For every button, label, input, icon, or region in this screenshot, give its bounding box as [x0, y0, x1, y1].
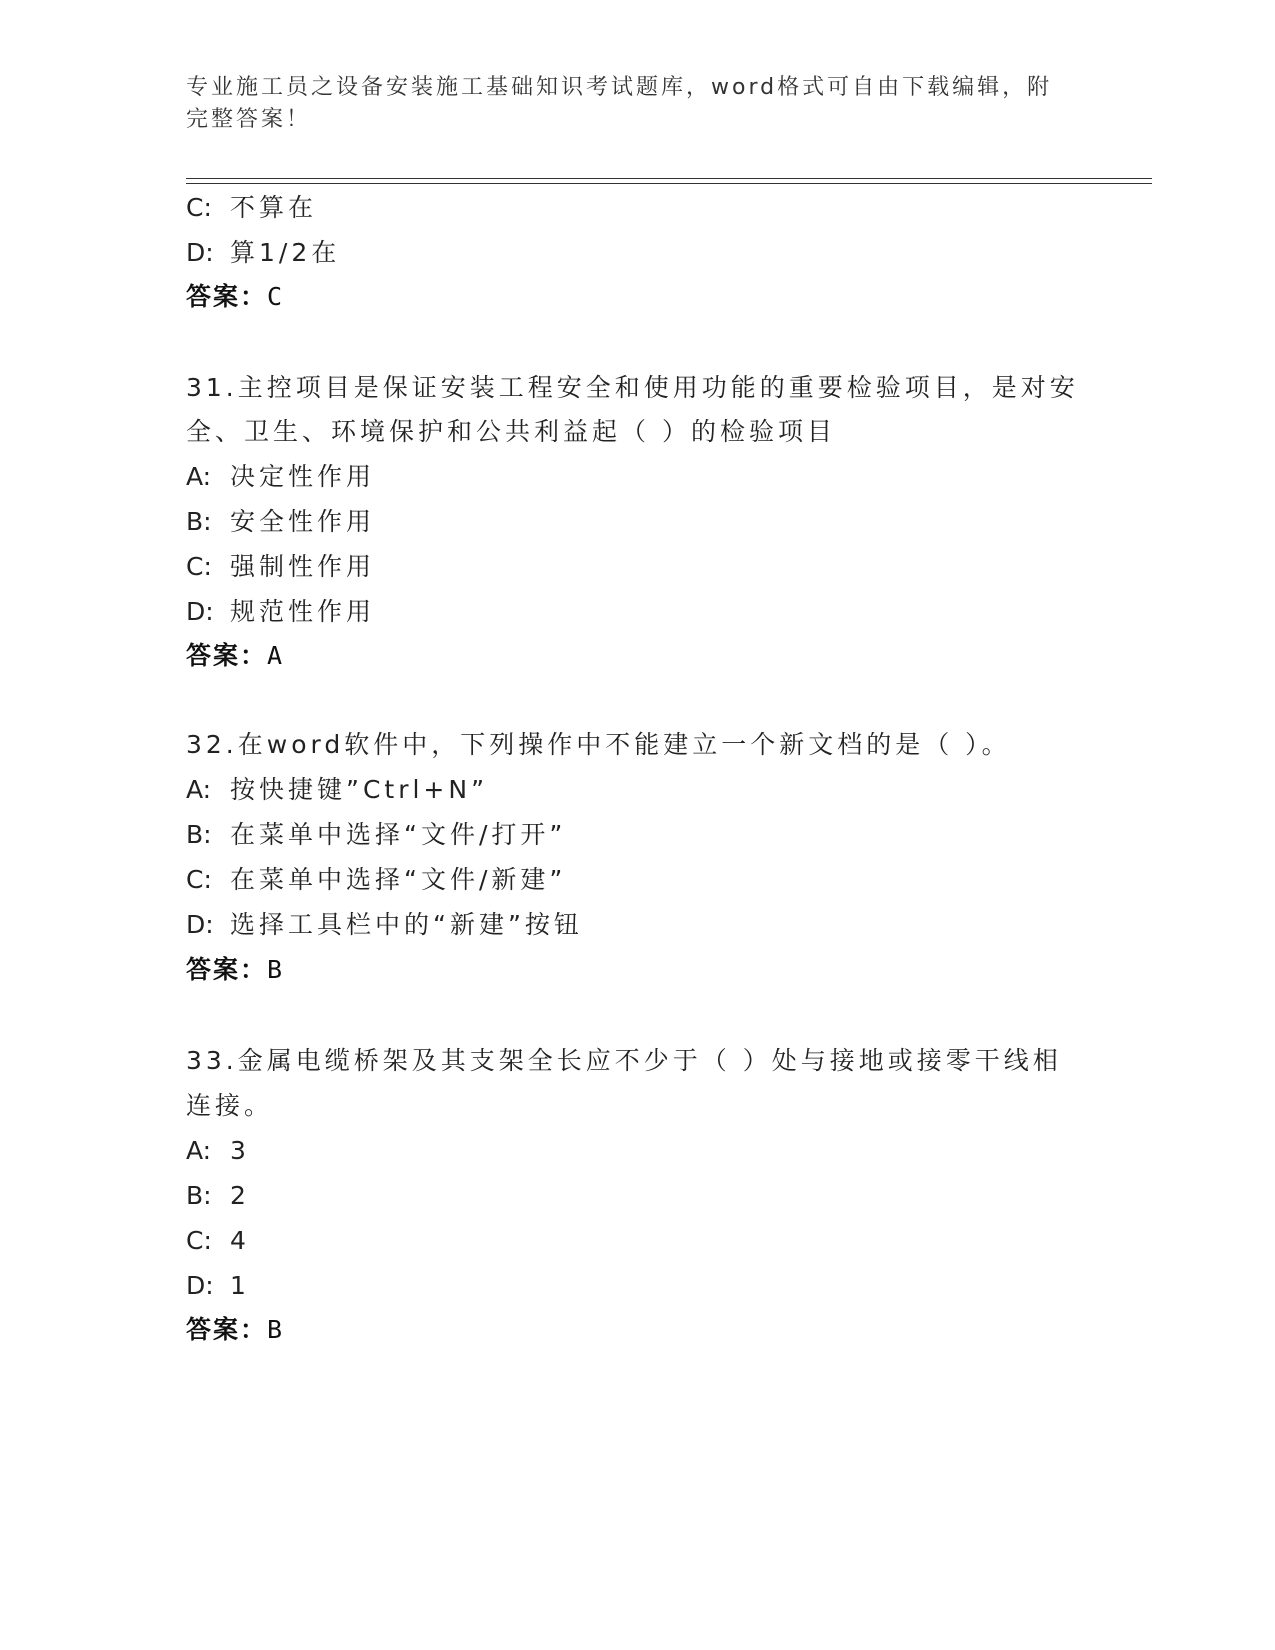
option-label: B:: [186, 1181, 212, 1210]
option-label: C:: [186, 193, 212, 222]
option-text: 不算在: [230, 193, 318, 222]
answer-value: A: [267, 641, 285, 670]
question-stem-line: 33.金属电缆桥架及其支架全长应不少于（ ）处与接地或接零干线相: [186, 1046, 1062, 1075]
option-label: A:: [186, 775, 212, 804]
option-line: [186, 192, 317, 224]
option-label: A:: [186, 462, 212, 491]
option-line: [186, 1225, 250, 1257]
option-text: 3: [230, 1136, 250, 1165]
option-text: 选择工具栏中的“新建”按钮: [230, 910, 583, 939]
option-label: A:: [186, 1136, 212, 1165]
option-text: 2: [230, 1181, 250, 1210]
option-label: D:: [186, 597, 214, 626]
answer-value: C: [267, 282, 285, 311]
answer-value: B: [267, 955, 285, 984]
option-line: [186, 819, 566, 851]
header-rule-top: [186, 178, 1152, 179]
question-stem-line: 31.主控项目是保证安装工程安全和使用功能的重要检验项目，是对安: [186, 373, 1079, 402]
question-stem-line: 连接。: [186, 1091, 274, 1120]
option-line: [186, 1180, 250, 1212]
header-title: 专业施工员之设备安装施工基础知识考试题库，word格式可自由下载编辑，附完整答案！: [186, 75, 1053, 132]
option-text: 按快捷键”Ctrl+N”: [230, 775, 489, 804]
option-line: [186, 1135, 250, 1167]
question-stem-line: 32.在word软件中，下列操作中不能建立一个新文档的是（ ）。: [186, 730, 1011, 759]
option-text: 在菜单中选择“文件/新建”: [230, 865, 567, 894]
answer-label: 答案：: [186, 955, 268, 984]
answer-line: [186, 954, 284, 986]
option-line: [186, 909, 583, 941]
option-line: [186, 461, 375, 493]
question-stem-line: 全、卫生、环境保护和公共利益起（ ）的检验项目: [186, 417, 836, 446]
option-label: B:: [186, 820, 212, 849]
answer-label: 答案：: [186, 1315, 268, 1344]
answer-value: B: [267, 1315, 285, 1344]
option-text: 决定性作用: [230, 462, 376, 491]
option-text: 强制性作用: [230, 552, 376, 581]
option-label: D:: [186, 238, 214, 267]
option-line: [186, 774, 488, 806]
option-text: 1: [230, 1271, 250, 1300]
option-line: [186, 596, 375, 628]
option-line: [186, 551, 375, 583]
document-header: [186, 72, 1066, 136]
option-label: B:: [186, 507, 212, 536]
answer-label: 答案：: [186, 641, 268, 670]
answer-line: [186, 640, 284, 672]
option-text: 安全性作用: [230, 507, 376, 536]
option-line: [186, 864, 566, 896]
option-label: C:: [186, 1226, 212, 1255]
option-line: [186, 237, 340, 269]
option-text: 在菜单中选择“文件/打开”: [230, 820, 567, 849]
answer-line: [186, 281, 284, 313]
option-line: [186, 506, 375, 538]
option-label: D:: [186, 910, 214, 939]
option-text: 规范性作用: [230, 597, 376, 626]
option-text: 算1/2在: [230, 238, 341, 267]
option-text: 4: [230, 1226, 250, 1255]
answer-label: 答案：: [186, 282, 268, 311]
option-label: C:: [186, 552, 212, 581]
header-rule-bottom: [186, 183, 1152, 184]
option-label: C:: [186, 865, 212, 894]
option-label: D:: [186, 1271, 214, 1300]
answer-line: [186, 1314, 284, 1346]
option-line: [186, 1270, 250, 1302]
